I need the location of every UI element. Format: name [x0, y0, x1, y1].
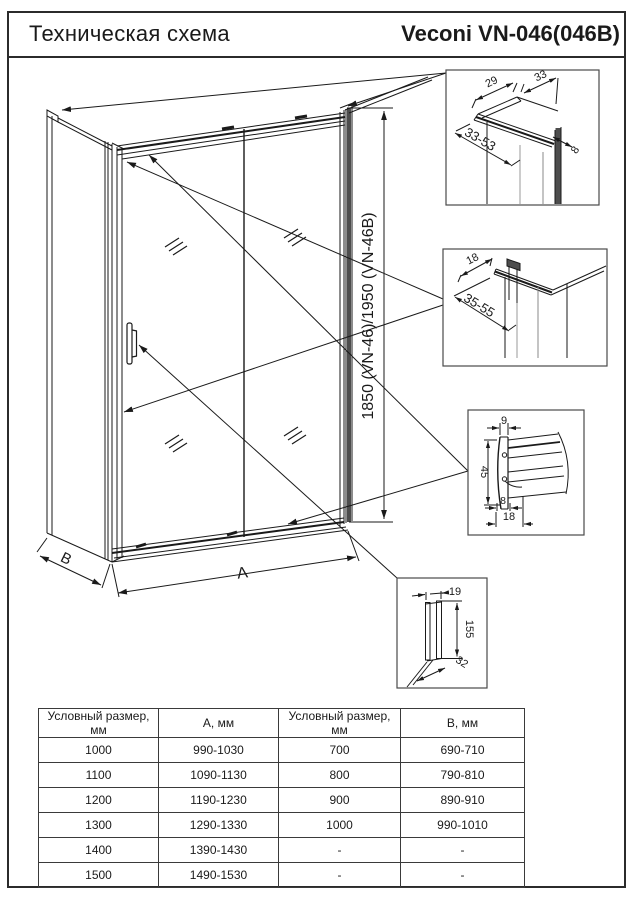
col-header-nominal-b: Условный размер, мм	[279, 709, 401, 738]
dim-18b: 18	[502, 511, 516, 523]
right-frame-post	[340, 77, 432, 526]
glass-panels	[165, 129, 306, 537]
cell: 1190-1230	[159, 788, 279, 813]
cell: 690-710	[401, 738, 525, 763]
cell: 800	[279, 763, 401, 788]
table-row	[39, 788, 525, 813]
dim-8: 8	[568, 144, 583, 157]
door-handle	[127, 323, 137, 364]
door-guide-mark	[227, 532, 237, 535]
width-dimension	[112, 531, 359, 597]
depth-dimension	[37, 538, 110, 588]
cell: 1500	[39, 863, 159, 888]
cell: 790-810	[401, 763, 525, 788]
dim-19: 19	[448, 586, 462, 598]
roller-mark	[222, 127, 234, 129]
cell: 900	[279, 788, 401, 813]
table-row	[39, 838, 525, 863]
table-row	[39, 738, 525, 763]
dim-35-55: 35-55	[461, 290, 498, 321]
dim-32: 32	[453, 654, 471, 671]
size-table-header-row	[39, 709, 525, 738]
cell: 1200	[39, 788, 159, 813]
cell: 1290-1330	[159, 813, 279, 838]
dim-29: 29	[483, 74, 500, 91]
col-header-b-mm: В, мм	[401, 709, 525, 738]
cell: 1100	[39, 763, 159, 788]
table-row	[39, 813, 525, 838]
cell: -	[401, 863, 525, 888]
cell: 1400	[39, 838, 159, 863]
height-dimension-label: 1850 (VN-46)/1950 (VN-46B)	[360, 212, 377, 420]
detail-guide-rail-profile	[468, 410, 584, 535]
detail-handle	[397, 578, 487, 688]
dim-9: 9	[500, 415, 508, 427]
table-row	[39, 863, 525, 888]
table-row	[39, 763, 525, 788]
dim-33: 33	[532, 68, 549, 85]
left-wall-panel	[47, 110, 112, 562]
roller-mark	[295, 116, 307, 118]
cell: 1000	[279, 813, 401, 838]
top-rail	[117, 113, 345, 159]
dim-8b: 8	[500, 495, 506, 507]
cell: 890-910	[401, 788, 525, 813]
cell: -	[401, 838, 525, 863]
cell: 1000	[39, 738, 159, 763]
cell: 1300	[39, 813, 159, 838]
cell: 1490-1530	[159, 863, 279, 888]
dim-18: 18	[464, 251, 481, 268]
cell: 1090-1130	[159, 763, 279, 788]
detail-adjustable-wall-profile	[443, 249, 607, 366]
dim-33-53: 33-53	[462, 124, 499, 154]
detail-top-wall-profile	[446, 68, 599, 205]
cell: 990-1030	[159, 738, 279, 763]
col-header-nominal-a: Условный размер, мм	[39, 709, 159, 738]
size-table	[38, 708, 525, 888]
glass-hatch	[165, 229, 306, 452]
col-header-a-mm: А, мм	[159, 709, 279, 738]
dim-155: 155	[463, 619, 475, 639]
dim-45: 45	[478, 465, 490, 479]
product-model: Veconi VN-046(046B)	[401, 20, 620, 46]
cell: -	[279, 838, 401, 863]
depth-dimension-label: B	[57, 549, 75, 569]
width-dimension-label: A	[235, 564, 249, 583]
door-guide-mark	[136, 544, 146, 547]
left-frame-post	[112, 143, 124, 562]
bottom-rail	[112, 518, 348, 562]
cell: 990-1010	[401, 813, 525, 838]
cell: 700	[279, 738, 401, 763]
cell: -	[279, 863, 401, 888]
cell: 1390-1430	[159, 838, 279, 863]
page-title: Техническая схема	[29, 20, 230, 46]
